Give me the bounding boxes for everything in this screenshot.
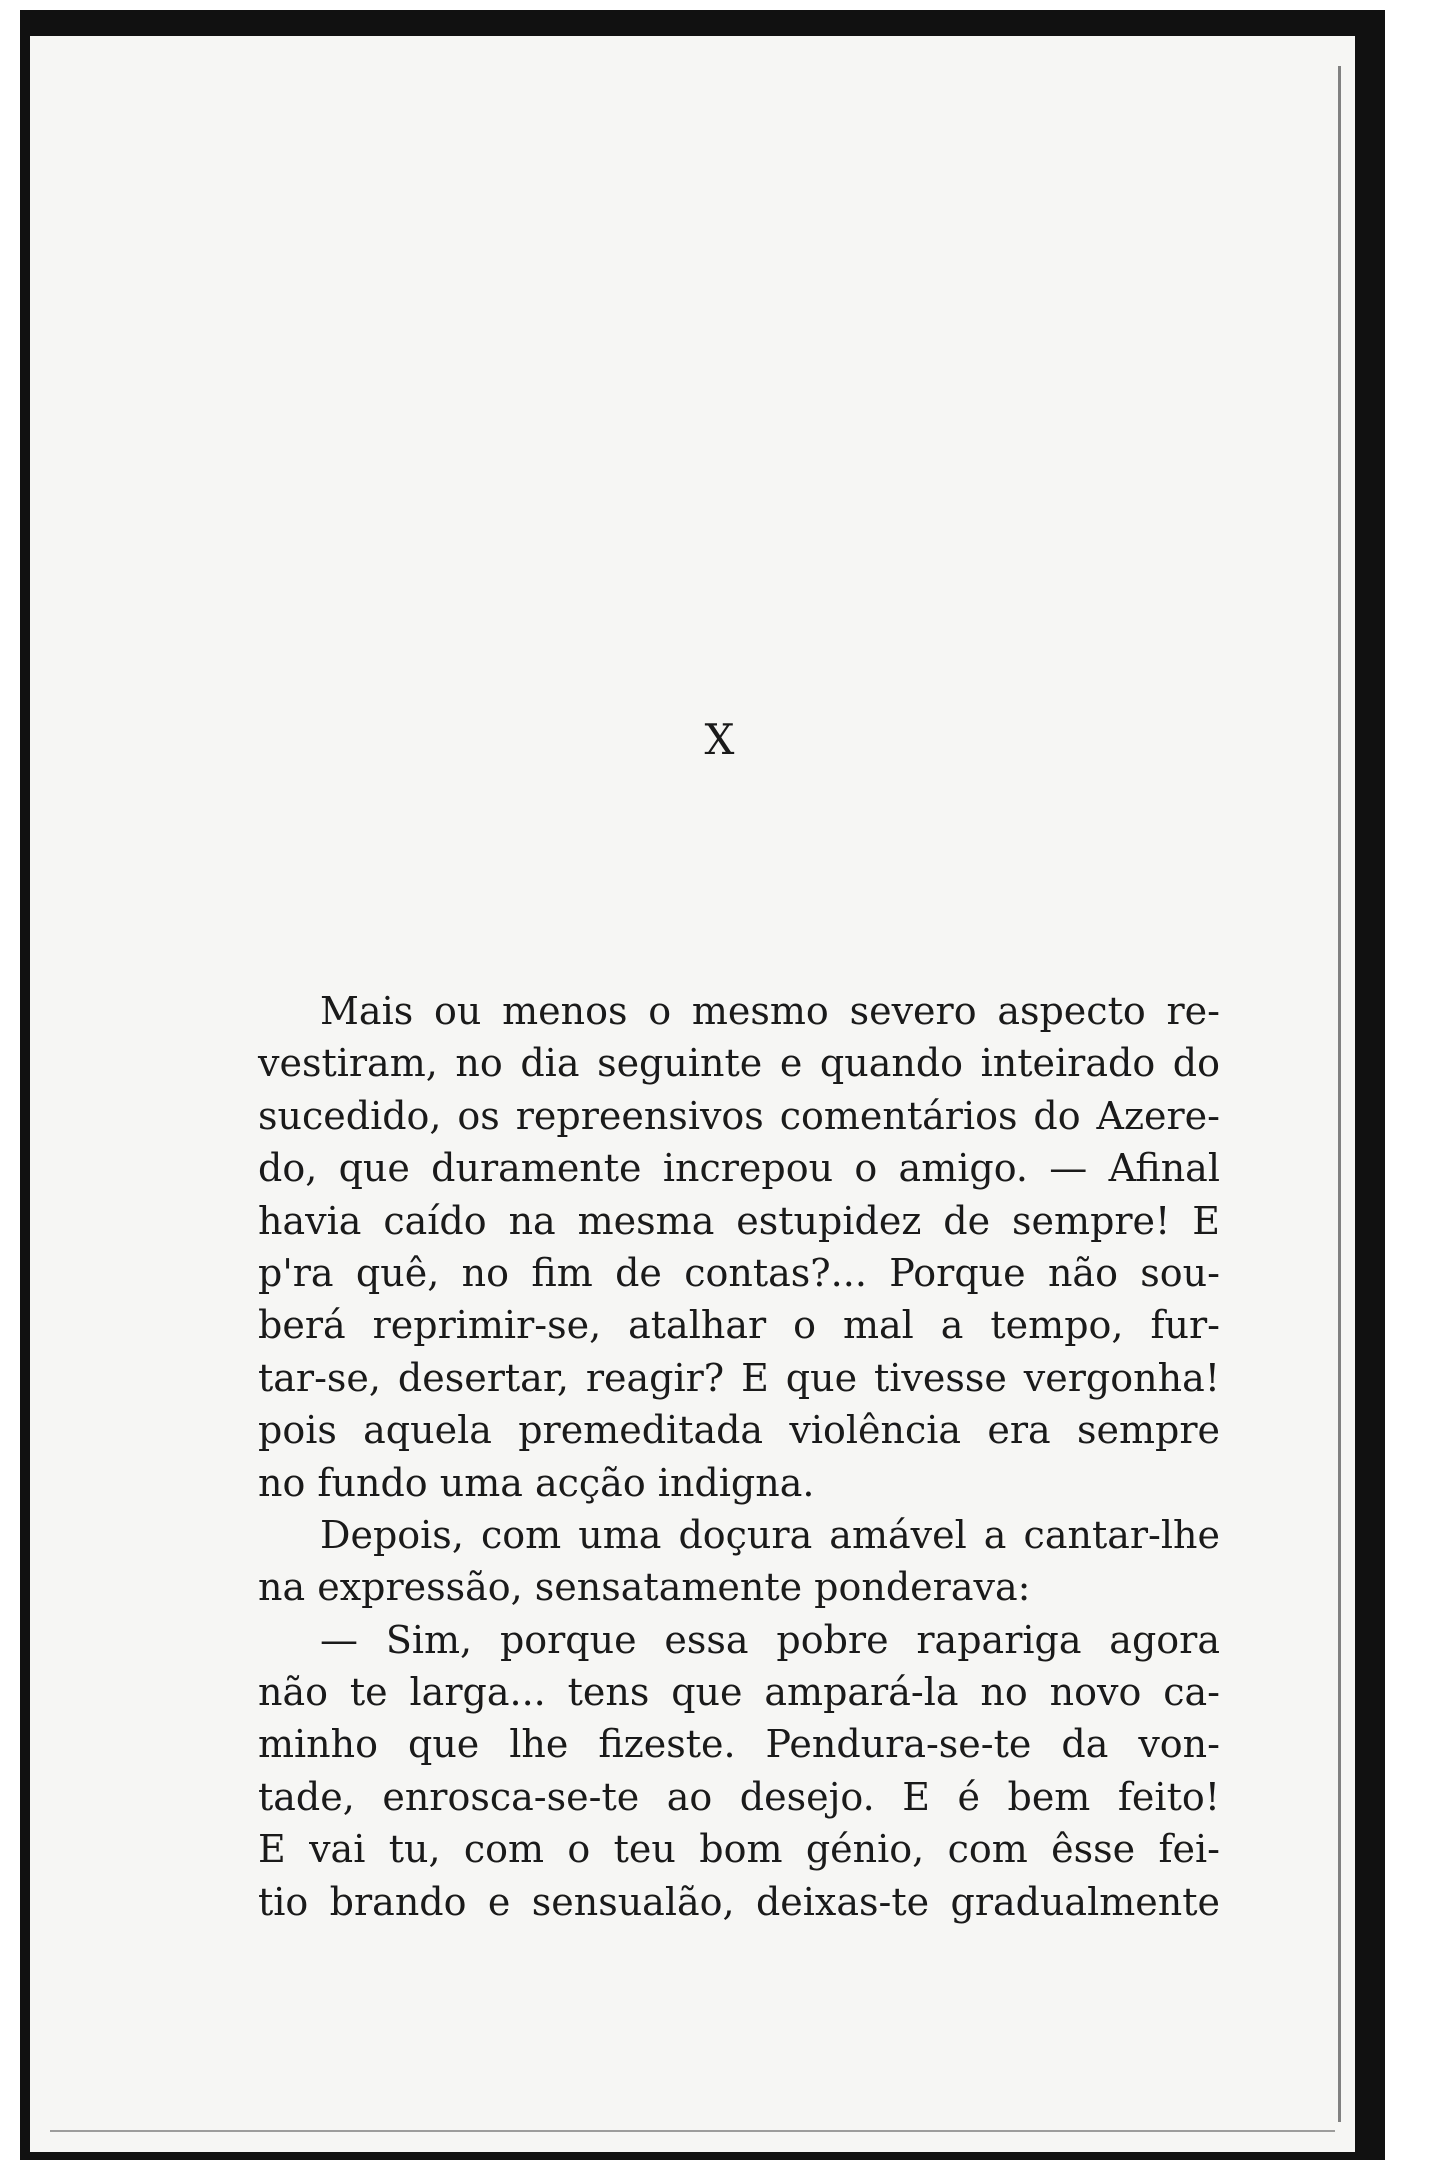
page-edge-line bbox=[1338, 66, 1341, 2122]
text-line: não te larga... tens que ampará-la no novo ca- bbox=[258, 1670, 1220, 1715]
page-bottom-line bbox=[50, 2130, 1335, 2132]
text-line: na expressão, sensatamente ponderava: bbox=[258, 1565, 1031, 1610]
text-line: p'ra quê, no fim de contas?... Porque não sou- bbox=[258, 1250, 1220, 1295]
text-line: vestiram, no dia seguinte e quando inteirado do bbox=[258, 1041, 1220, 1086]
chapter-heading: X bbox=[704, 715, 737, 764]
text-line: do, que duramente increpou o amigo. — Afinal bbox=[258, 1146, 1220, 1191]
text-line: havia caído na mesma estupidez de sempre! E bbox=[258, 1198, 1220, 1243]
text-line: E vai tu, com o teu bom génio, com êsse fei- bbox=[258, 1827, 1220, 1872]
text-line: tade, enrosca-se-te ao desejo. E é bem feito! bbox=[258, 1774, 1220, 1819]
text-line: berá reprimir-se, atalhar o mal a tempo, fur- bbox=[258, 1303, 1220, 1348]
text-line: sucedido, os repreensivos comentários do Azere- bbox=[258, 1093, 1220, 1138]
text-line: minho que lhe fizeste. Pendura-se-te da von- bbox=[258, 1722, 1220, 1767]
text-line: Depois, com uma doçura amável a cantar-lhe bbox=[320, 1512, 1220, 1557]
text-line: tio brando e sensualão, deixas-te gradualmente bbox=[258, 1879, 1220, 1924]
text-line: tar-se, desertar, reagir? E que tivesse vergonha! bbox=[258, 1355, 1220, 1400]
text-line: Mais ou menos o mesmo severo aspecto re- bbox=[320, 989, 1220, 1033]
text-line: no fundo uma acção indigna. bbox=[258, 1460, 815, 1505]
text-line: — Sim, porque essa pobre rapariga agora bbox=[320, 1617, 1220, 1662]
text-line: pois aquela premeditada violência era sempre bbox=[258, 1408, 1220, 1453]
body-text bbox=[258, 985, 1220, 1928]
